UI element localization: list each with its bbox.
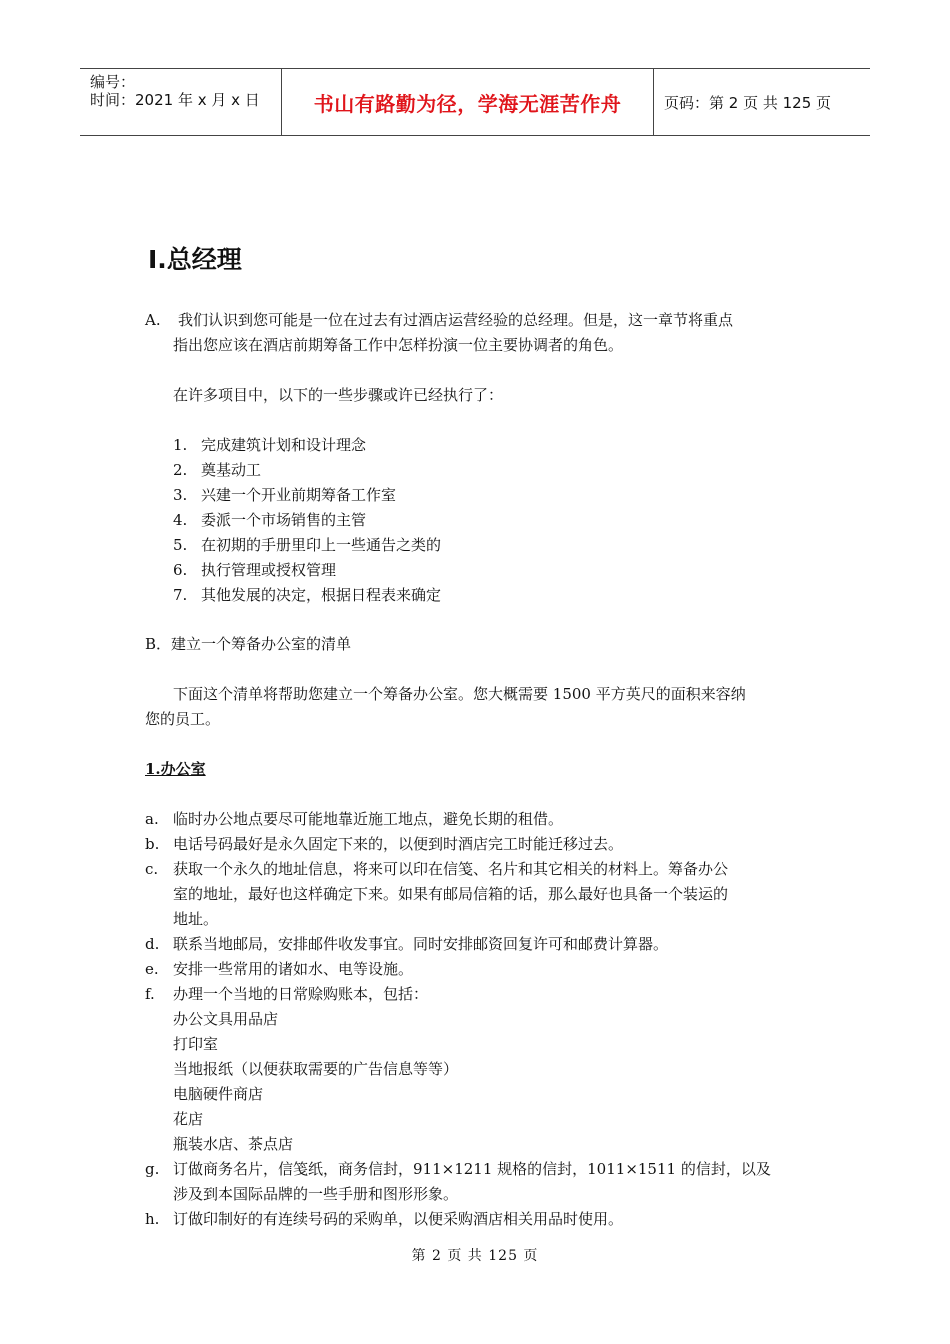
item-marker: f. bbox=[145, 985, 155, 1003]
item-text-line: 花店 bbox=[173, 1110, 204, 1128]
step-number: 7. bbox=[173, 586, 188, 604]
item-text-line: 电脑硬件商店 bbox=[173, 1085, 264, 1103]
step-number: 4. bbox=[173, 511, 188, 529]
item-text-line: 地址。 bbox=[173, 910, 219, 928]
item-marker: a. bbox=[145, 810, 159, 828]
step-number: 3. bbox=[173, 486, 188, 504]
item-text-line: 瓶装水店、茶点店 bbox=[173, 1135, 294, 1153]
item-text-line: 安排一些常用的诸如水、电等设施。 bbox=[173, 960, 414, 978]
item-text-line: 订做商务名片，信笺纸，商务信封，911×1211 规格的信封，1011×1511 的信封，以及 bbox=[173, 1160, 771, 1178]
item-marker: e. bbox=[145, 960, 159, 978]
step-text: 委派一个市场销售的主管 bbox=[201, 511, 367, 529]
item-text-line: 室的地址，最好也这样确定下来。如果有邮局信箱的话，那么最好也具备一个装运的 bbox=[173, 885, 729, 903]
step-text: 在初期的手册里印上一些通告之类的 bbox=[201, 536, 442, 554]
document-header bbox=[80, 68, 870, 136]
number-label: 编号： bbox=[90, 73, 136, 91]
step-number: 1. bbox=[173, 436, 188, 454]
item-text-line: 电话号码最好是永久固定下来的，以便到时酒店完工时能迁移过去。 bbox=[173, 835, 624, 853]
step-number: 6. bbox=[173, 561, 188, 579]
section-a-intro: 在许多项目中，以下的一些步骤或许已经执行了： bbox=[173, 386, 504, 404]
page-footer: 第 2 页 共 125 页 bbox=[411, 1248, 539, 1264]
item-text-line: 联系当地邮局，安排邮件收发事宜。同时安排邮资回复许可和邮费计算器。 bbox=[173, 935, 669, 953]
header-meta bbox=[80, 69, 282, 135]
section-b-heading: B．建立一个筹备办公室的清单 bbox=[145, 635, 352, 653]
item-text-line: 办理一个当地的日常赊购账本，包括： bbox=[173, 985, 429, 1003]
motto: 书山有路勤为径，学海无涯苦作舟 bbox=[313, 91, 622, 116]
step-text: 执行管理或授权管理 bbox=[201, 561, 337, 579]
section-a-line-2: 指出您应该在酒店前期筹备工作中怎样扮演一位主要协调者的角色。 bbox=[173, 336, 624, 354]
item-marker: b. bbox=[145, 835, 160, 853]
section-a-marker: A. bbox=[145, 311, 161, 329]
header-page-info-cell bbox=[654, 69, 870, 135]
item-text-line: 获取一个永久的地址信息，将来可以印在信笺、名片和其它相关的材料上。筹备办公 bbox=[173, 860, 729, 878]
section-b-para-line-2: 您的员工。 bbox=[145, 710, 221, 728]
step-text: 完成建筑计划和设计理念 bbox=[201, 436, 367, 454]
item-text-line: 当地报纸（以便获取需要的广告信息等等） bbox=[173, 1060, 459, 1078]
step-text: 其他发展的决定，根据日程表来确定 bbox=[201, 586, 442, 604]
item-marker: c. bbox=[145, 860, 159, 878]
section-b-para-line-1: 下面这个清单将帮助您建立一个筹备办公室。您大概需要 1500 平方英尺的面积来容纳 bbox=[173, 685, 746, 703]
item-marker: g. bbox=[145, 1160, 160, 1178]
office-heading: 1.办公室 bbox=[145, 760, 206, 778]
header-motto-cell bbox=[282, 69, 654, 135]
item-text-line: 打印室 bbox=[173, 1035, 219, 1053]
step-number: 5. bbox=[173, 536, 188, 554]
item-text-line: 涉及到本国际品牌的一些手册和图形形象。 bbox=[173, 1185, 459, 1203]
step-text: 奠基动工 bbox=[201, 461, 262, 479]
chapter-title: Ⅰ.总经理 bbox=[148, 245, 242, 274]
section-a-line-1: 我们认识到您可能是一位在过去有过酒店运营经验的总经理。但是，这一章节将重点 bbox=[178, 311, 734, 329]
item-text-line: 办公文具用品店 bbox=[173, 1010, 279, 1028]
item-text-line: 临时办公地点要尽可能地靠近施工地点，避免长期的租借。 bbox=[173, 810, 564, 828]
step-text: 兴建一个开业前期筹备工作室 bbox=[201, 486, 397, 504]
item-text-line: 订做印制好的有连续号码的采购单，以便采购酒店相关用品时使用。 bbox=[173, 1210, 624, 1228]
item-marker: d. bbox=[145, 935, 160, 953]
step-number: 2. bbox=[173, 461, 188, 479]
page-info: 页码：第 2 页 共 125 页 bbox=[664, 93, 832, 112]
time-label: 时间：2021 年 x 月 x 日 bbox=[90, 91, 260, 109]
item-marker: h. bbox=[145, 1210, 160, 1228]
